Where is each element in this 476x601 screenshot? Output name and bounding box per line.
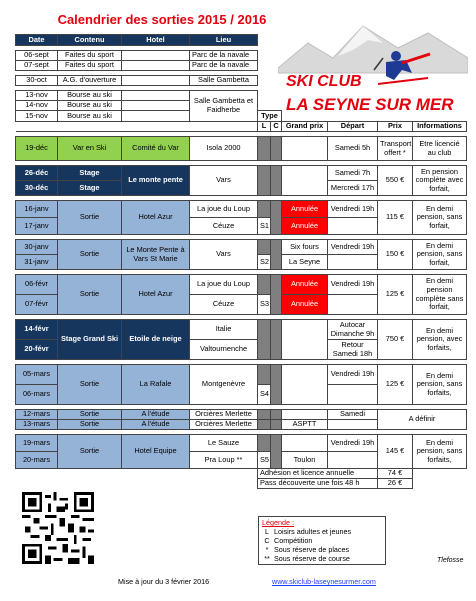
contenu-cell: Bourse au ski — [58, 111, 122, 122]
date-cell: 12-mars — [16, 410, 58, 420]
contenu-cell: Stage — [58, 181, 122, 196]
lieu-cell: Valtournenche — [190, 340, 258, 360]
contenu-cell: Sortie — [58, 435, 122, 469]
contenu-cell: Bourse au ski — [58, 91, 122, 101]
info-cell: En demi pension, sans forfaits, — [413, 365, 467, 405]
table-row — [16, 51, 467, 61]
lieu-cell: Salle Gambetta et Faidherbe — [190, 91, 258, 122]
type-l-cell — [258, 420, 271, 430]
depart-cell: Autocar Dimanche 9h — [328, 320, 378, 340]
type-l-cell — [258, 320, 271, 360]
contenu-cell: Sortie — [58, 410, 122, 420]
prix-cell: 145 € — [378, 435, 413, 469]
grandprix-cell: Annulée — [282, 275, 328, 295]
date-cell: 13-mars — [16, 420, 58, 430]
legend-title: Légende : — [262, 518, 294, 527]
info-cell: Etre licencié au club — [413, 137, 467, 161]
depart-cell — [328, 452, 378, 469]
header-date: Date — [16, 35, 58, 46]
logo-line1: SKI CLUB — [286, 73, 362, 90]
depart-cell — [328, 255, 378, 270]
date-cell: 30-oct — [16, 76, 58, 86]
date-cell: 26-déc — [16, 166, 58, 181]
extra-label: Pass découverte une fois 48 h — [258, 479, 378, 489]
qr-code[interactable] — [22, 492, 94, 564]
subheader-row — [16, 122, 467, 132]
depart-cell: Vendredi 19h — [328, 201, 378, 218]
hotel-cell: La Rafale — [122, 365, 190, 405]
hotel-cell: Hotel Equipe — [122, 435, 190, 469]
type-c-cell — [271, 365, 282, 405]
contenu-cell: Stage Grand Ski — [58, 320, 122, 360]
legend-item: C Compétition — [264, 536, 313, 545]
type-c-cell — [271, 435, 282, 469]
grandprix-cell: Toulon — [282, 452, 328, 469]
header-informations: Informations — [413, 122, 467, 132]
hotel-cell: Le Monte Pente à Vars St Marie — [122, 240, 190, 270]
date-cell: 14-févr — [16, 320, 58, 340]
prix-cell: 125 € — [378, 275, 413, 315]
table-row — [16, 410, 467, 420]
date-cell: 30-déc — [16, 181, 58, 196]
header-contenu: Contenu — [58, 35, 122, 46]
lieu-cell: Italie — [190, 320, 258, 340]
prix-cell: 750 € — [378, 320, 413, 360]
type-l-cell — [258, 410, 271, 420]
lieu-cell: Le Sauze — [190, 435, 258, 452]
grandprix-cell — [282, 435, 328, 452]
type-c-cell — [271, 201, 282, 235]
date-cell: 31-janv — [16, 255, 58, 270]
type-c-cell — [271, 420, 282, 430]
lieu-cell: La joue du Loup — [190, 275, 258, 295]
header-lieu: Lieu — [190, 35, 258, 46]
grandprix-cell — [282, 365, 328, 405]
table-row — [16, 275, 467, 295]
logo-line2: LA SEYNE SUR MER — [286, 95, 454, 114]
lieu-cell: Vars — [190, 240, 258, 270]
hotel-cell — [122, 76, 190, 86]
contenu-cell: Var en Ski — [58, 137, 122, 161]
table-row — [16, 240, 467, 255]
lieu-cell: Céuze — [190, 295, 258, 315]
lieu-cell: La joue du Loup — [190, 201, 258, 218]
table-row — [16, 166, 467, 181]
type-l-cell — [258, 365, 271, 385]
date-cell: 06-mars — [16, 385, 58, 405]
grandprix-cell: Annulée — [282, 201, 328, 218]
header-grandprix: Grand prix — [282, 122, 328, 132]
extra-price: 26 € — [378, 479, 413, 489]
hotel-cell: Etoile de neige — [122, 320, 190, 360]
date-cell: 19-mars — [16, 435, 58, 452]
contenu-cell: Sortie — [58, 240, 122, 270]
prix-cell: A définir — [378, 410, 467, 430]
legend-box — [258, 516, 386, 565]
date-cell: 16-janv — [16, 201, 58, 218]
type-l-cell: S5 — [258, 452, 271, 469]
prix-cell: 115 € — [378, 201, 413, 235]
info-cell: En demi pension, avec forfaits, — [413, 320, 467, 360]
grandprix-cell: Six fours — [282, 240, 328, 255]
grandprix-cell — [282, 320, 328, 360]
date-cell: 15-nov — [16, 111, 58, 122]
date-cell: 06-sept — [16, 51, 58, 61]
contenu-cell: Bourse au ski — [58, 101, 122, 111]
lieu-cell: Parc de la navale — [190, 51, 258, 61]
type-l-cell — [258, 137, 271, 161]
header-depart: Départ — [328, 122, 378, 132]
info-cell: En demi pension, sans forfaits, — [413, 435, 467, 469]
hotel-cell: Hotel Azur — [122, 275, 190, 315]
grandprix-cell — [282, 137, 328, 161]
extra-row — [16, 479, 467, 489]
hotel-cell: A l'étude — [122, 410, 190, 420]
table-row — [16, 435, 467, 452]
hotel-cell — [122, 61, 190, 71]
info-cell: En demi pension, sans forfait, — [413, 240, 467, 270]
type-l-cell: S2 — [258, 255, 271, 270]
table-row — [16, 320, 467, 340]
website-link[interactable]: www.skiclub-laseynesurmer.com — [272, 577, 376, 586]
lieu-cell: Parc de la navale — [190, 61, 258, 71]
grandprix-cell — [282, 166, 328, 196]
type-c-cell — [271, 410, 282, 420]
prix-cell: 150 € — [378, 240, 413, 270]
contenu-cell: Faites du sport — [58, 51, 122, 61]
header-c: C — [271, 122, 282, 132]
contenu-cell: Faites du sport — [58, 61, 122, 71]
lieu-cell: Isola 2000 — [190, 137, 258, 161]
hotel-cell: Comité du Var — [122, 137, 190, 161]
hotel-cell: Hotel Azur — [122, 201, 190, 235]
depart-cell: Vendredi 19h — [328, 240, 378, 255]
contenu-cell: Sortie — [58, 201, 122, 235]
extra-label: Adhésion et licence annuelle — [258, 469, 378, 479]
header-l: L — [258, 122, 271, 132]
date-cell: 13-nov — [16, 91, 58, 101]
lieu-cell: Céuze — [190, 218, 258, 235]
date-cell: 20-févr — [16, 340, 58, 360]
prix-cell: 125 € — [378, 365, 413, 405]
legend-item: * Sous réserve de places — [265, 545, 350, 554]
depart-cell: Samedi 7h — [328, 166, 378, 181]
grandprix-cell — [282, 410, 328, 420]
type-l-cell — [258, 201, 271, 218]
date-cell: 30-janv — [16, 240, 58, 255]
lieu-cell: Salle Gambetta — [190, 76, 258, 86]
depart-cell: Samedi — [328, 410, 378, 420]
type-l-cell — [258, 275, 271, 295]
type-l-cell — [258, 166, 271, 196]
depart-cell: Vendredi 19h — [328, 435, 378, 452]
depart-cell: Mercredi 17h — [328, 181, 378, 196]
signature: Tlefosse — [437, 557, 464, 564]
type-l-cell: S1 — [258, 218, 271, 235]
header-prix: Prix — [378, 122, 413, 132]
type-l-cell: S4 — [258, 385, 271, 405]
type-c-cell — [271, 137, 282, 161]
prix-cell: Transport offert * — [378, 137, 413, 161]
lieu-cell: Orcières Merlette — [190, 420, 258, 430]
legend-item: ** Sous réserve de course — [264, 554, 350, 563]
table-row — [16, 61, 467, 71]
grandprix-cell: La Seyne — [282, 255, 328, 270]
header-hotel: Hotel — [122, 35, 190, 46]
date-cell: 07-sept — [16, 61, 58, 71]
type-c-cell — [271, 320, 282, 360]
date-cell: 14-nov — [16, 101, 58, 111]
date-cell: 19-déc — [16, 137, 58, 161]
type-l-cell — [258, 435, 271, 452]
date-cell: 05-mars — [16, 365, 58, 385]
table-row — [16, 137, 467, 161]
depart-cell — [328, 385, 378, 405]
date-cell: 20-mars — [16, 452, 58, 469]
type-c-cell — [271, 275, 282, 315]
update-date: Mise à jour du 3 février 2016 — [118, 577, 210, 586]
table-row — [16, 76, 467, 86]
depart-cell: Vendredi 19h — [328, 365, 378, 385]
prix-cell: 550 € — [378, 166, 413, 196]
lieu-cell: Orcières Merlette — [190, 410, 258, 420]
contenu-cell: A.G. d'ouverture — [58, 76, 122, 86]
header-row — [16, 35, 467, 46]
table-row — [16, 365, 467, 385]
table-row — [16, 91, 467, 101]
depart-cell: Retour Samedi 18h — [328, 340, 378, 360]
grandprix-cell: Annulée — [282, 295, 328, 315]
info-cell: En pension complète avec forfait, — [413, 166, 467, 196]
hotel-cell — [122, 91, 190, 101]
date-cell: 06-févr — [16, 275, 58, 295]
contenu-cell: Sortie — [58, 420, 122, 430]
contenu-cell: Sortie — [58, 365, 122, 405]
extra-price: 74 € — [378, 469, 413, 479]
extra-row — [16, 469, 467, 479]
page-title: Calendrier des sorties 2015 / 2016 — [57, 12, 267, 27]
depart-cell — [328, 295, 378, 315]
type-c-cell — [271, 166, 282, 196]
date-cell: 07-févr — [16, 295, 58, 315]
header-type: Type — [258, 111, 282, 122]
depart-cell: Samedi 5h — [328, 137, 378, 161]
hotel-cell — [122, 51, 190, 61]
depart-cell — [328, 420, 378, 430]
depart-cell — [328, 218, 378, 235]
hotel-cell: A l'étude — [122, 420, 190, 430]
table-row — [16, 201, 467, 218]
type-l-cell: S3 — [258, 295, 271, 315]
lieu-cell: Montgenèvre — [190, 365, 258, 405]
hotel-cell — [122, 111, 190, 122]
hotel-cell: Le monte pente — [122, 166, 190, 196]
date-cell: 17-janv — [16, 218, 58, 235]
type-l-cell — [258, 240, 271, 255]
contenu-cell: Stage — [58, 166, 122, 181]
hotel-cell — [122, 101, 190, 111]
depart-cell: Vendredi 19h — [328, 275, 378, 295]
info-cell: En demi pension complète sans forfait, — [413, 275, 467, 315]
type-c-cell — [271, 240, 282, 270]
schedule-table — [15, 34, 467, 489]
info-cell: En demi pension, sans forfait, — [413, 201, 467, 235]
lieu-cell: Vars — [190, 166, 258, 196]
grandprix-cell: ASPTT — [282, 420, 328, 430]
grandprix-cell: Annulée — [282, 218, 328, 235]
lieu-cell: Pra Loup ** — [190, 452, 258, 469]
contenu-cell: Sortie — [58, 275, 122, 315]
legend-item: L Loisirs adultes et jeunes — [265, 527, 352, 536]
